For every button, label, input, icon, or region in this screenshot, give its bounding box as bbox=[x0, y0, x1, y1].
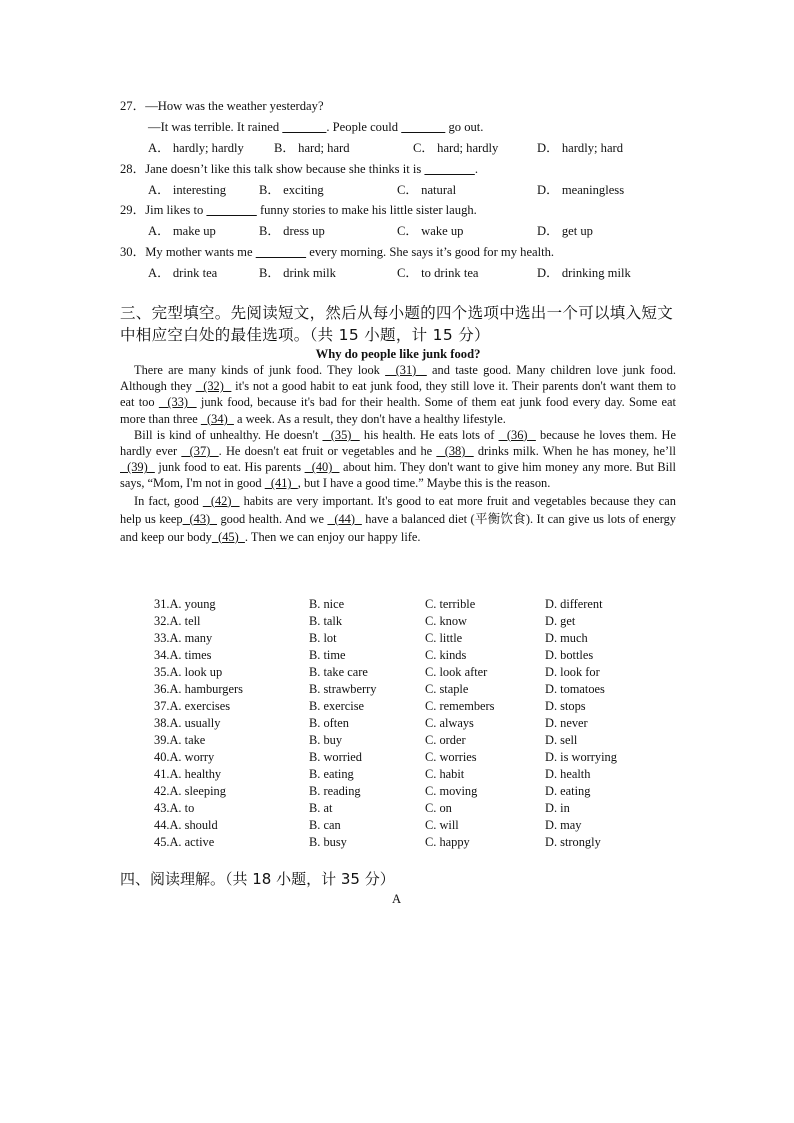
choice-option-d: D. get bbox=[545, 614, 576, 628]
choice-row bbox=[154, 732, 654, 749]
blank-36: (36) bbox=[498, 427, 536, 442]
choice-option-a: 41.A. healthy bbox=[154, 767, 222, 781]
blank-37: (37) bbox=[181, 444, 219, 459]
passage-paragraph-3 bbox=[120, 492, 676, 546]
choice-option-b: B. busy bbox=[309, 835, 347, 849]
passage-text: habits are very important. It's good to eat more fruit and vegetables because they can help us keep bbox=[120, 493, 676, 526]
choice-option-c: C. staple bbox=[425, 682, 469, 696]
blank-41: (41) bbox=[264, 476, 298, 491]
q30-text-a: 30．My mother wants me bbox=[120, 245, 256, 259]
q30-blank bbox=[256, 245, 306, 259]
choice-option-a: 45.A. active bbox=[154, 835, 215, 849]
choice-option-c: C. kinds bbox=[425, 648, 467, 662]
passage-text: junk food to eat. His parents bbox=[154, 460, 305, 475]
q27-blank-1 bbox=[282, 120, 326, 134]
choice-row bbox=[154, 664, 654, 681]
blank-39: (39) bbox=[120, 460, 155, 475]
choice-option-d: D. in bbox=[545, 801, 570, 815]
choice-option-c: C. will bbox=[425, 818, 459, 832]
choice-option-b: B. time bbox=[309, 648, 346, 662]
passage-text: There are many kinds of junk food. They look bbox=[134, 363, 386, 377]
section4-title: 四、阅读理解。（共 18 小题，计 35 分） bbox=[120, 870, 395, 888]
choice-row bbox=[154, 630, 654, 647]
blank-40: (40) bbox=[304, 460, 340, 475]
choice-option-b: B. talk bbox=[309, 614, 343, 628]
q27-text-c: go out. bbox=[445, 120, 484, 134]
q30-option-b: B． drink milk bbox=[259, 266, 336, 280]
choice-option-c: C. worries bbox=[425, 750, 477, 764]
choice-option-d: D. sell bbox=[545, 733, 578, 747]
choice-option-c: C. look after bbox=[425, 665, 488, 679]
q29-option-d: D． get up bbox=[537, 224, 593, 238]
choice-option-b: B. strawberry bbox=[309, 682, 377, 696]
q27-option-b: B． hard; hard bbox=[274, 141, 350, 155]
q27-blank-2 bbox=[401, 120, 445, 134]
choice-row bbox=[154, 681, 654, 698]
choice-option-d: D. stops bbox=[545, 699, 586, 713]
choice-option-c: C. remembers bbox=[425, 699, 495, 713]
passage-text: good health. And we bbox=[217, 511, 328, 526]
q27-option-d: D． hardly; hard bbox=[537, 141, 624, 155]
q30-option-c: C． to drink tea bbox=[397, 266, 479, 280]
choice-option-b: B. worried bbox=[309, 750, 362, 764]
choice-option-b: B. buy bbox=[309, 733, 343, 747]
q28-option-d: D． meaningless bbox=[537, 183, 625, 197]
q29-text-a: 29．Jim likes to bbox=[120, 203, 207, 217]
passage-paragraph-1 bbox=[120, 362, 676, 427]
choice-row bbox=[154, 749, 654, 766]
choices-grid bbox=[154, 596, 654, 851]
q29-option-a: A． make up bbox=[148, 224, 216, 238]
choice-option-a: 32.A. tell bbox=[154, 614, 201, 628]
choice-option-c: C. happy bbox=[425, 835, 470, 849]
choice-option-b: B. lot bbox=[309, 631, 337, 645]
blank-35: (35) bbox=[322, 427, 360, 442]
q30-option-d: D． drinking milk bbox=[537, 266, 631, 280]
choice-option-d: D. different bbox=[545, 597, 603, 611]
q28-option-b: B． exciting bbox=[259, 183, 324, 197]
choice-option-c: C. terrible bbox=[425, 597, 476, 611]
choice-option-c: C. on bbox=[425, 801, 452, 815]
choice-option-b: B. can bbox=[309, 818, 341, 832]
choice-option-b: B. eating bbox=[309, 767, 354, 781]
q28-text-a: 28．Jane doesn’t like this talk show because she thinks it is bbox=[120, 162, 425, 176]
choice-option-a: 31.A. young bbox=[154, 597, 216, 611]
choice-option-a: 43.A. to bbox=[154, 801, 195, 815]
passage bbox=[120, 362, 676, 546]
q27-text-a: —It was terrible. It rained bbox=[148, 120, 283, 134]
choice-option-d: D. bottles bbox=[545, 648, 594, 662]
q29-option-c: C． wake up bbox=[397, 224, 464, 238]
blank-34: (34) bbox=[200, 411, 234, 426]
q28-option-c: C． natural bbox=[397, 183, 457, 197]
choice-option-d: D. may bbox=[545, 818, 582, 832]
blank-42: (42) bbox=[202, 493, 240, 508]
choice-option-d: D. health bbox=[545, 767, 591, 781]
choice-option-c: C. order bbox=[425, 733, 466, 747]
choice-option-b: B. often bbox=[309, 716, 349, 730]
passage-text: In fact, good bbox=[134, 493, 203, 508]
choice-option-d: D. never bbox=[545, 716, 588, 730]
choice-option-b: B. nice bbox=[309, 597, 345, 611]
choice-row bbox=[154, 766, 654, 783]
choice-option-d: D. eating bbox=[545, 784, 591, 798]
choice-row bbox=[154, 834, 654, 851]
choice-option-a: 42.A. sleeping bbox=[154, 784, 226, 798]
choice-option-d: D. is worrying bbox=[545, 750, 617, 764]
q27-text-b: . People could bbox=[326, 120, 402, 134]
passage-text: drinks milk. When he has money, he’ll bbox=[473, 444, 676, 459]
choice-row bbox=[154, 783, 654, 800]
passage-text: it's not a good habit to eat junk food, they still love it. Their parents don't want them to eat too bbox=[120, 379, 676, 410]
q27-option-a: A． hardly; hardly bbox=[148, 141, 244, 155]
passage-text: and taste good. Many children love junk food. Although they bbox=[120, 363, 676, 394]
choice-option-a: 38.A. usually bbox=[154, 716, 221, 730]
passage-paragraph-2 bbox=[120, 427, 676, 492]
choice-option-a: 36.A. hamburgers bbox=[154, 682, 243, 696]
choice-option-c: C. habit bbox=[425, 767, 465, 781]
choice-option-a: 37.A. exercises bbox=[154, 699, 231, 713]
passage-a-label: A bbox=[392, 892, 402, 906]
choice-option-c: C. little bbox=[425, 631, 463, 645]
choice-option-c: C. moving bbox=[425, 784, 478, 798]
choice-row bbox=[154, 817, 654, 834]
choice-row bbox=[154, 800, 654, 817]
q28-option-a: A． interesting bbox=[148, 183, 226, 197]
passage-text: have a balanced diet (平衡饮食). It can give us lots of energy and keep our body bbox=[120, 511, 676, 544]
choice-row bbox=[154, 715, 654, 732]
q30-stem bbox=[120, 244, 554, 260]
q27-stem: 27．—How was the weather yesterday? bbox=[120, 99, 324, 113]
choice-option-a: 44.A. should bbox=[154, 818, 218, 832]
q29-option-b: B． dress up bbox=[259, 224, 325, 238]
choice-option-c: C. know bbox=[425, 614, 467, 628]
blank-32: (32) bbox=[195, 379, 232, 394]
passage-text: a week. As a result, they don't have a healthy lifestyle. bbox=[233, 411, 506, 426]
choice-row bbox=[154, 647, 654, 664]
passage-text: junk food, because it's bad for their health. Some of them eat junk food every day. Some eat more than three bbox=[120, 395, 676, 426]
passage-text: . Then we can enjoy our happy life. bbox=[244, 529, 421, 544]
passage-text: because he loves them. He hardly ever bbox=[120, 427, 676, 459]
choice-row bbox=[154, 698, 654, 715]
q27-option-c: C． hard; hardly bbox=[413, 141, 499, 155]
section3-title-line1: 三、完型填空。先阅读短文，然后从每小题的四个选项中选出一个可以填入短文 bbox=[120, 304, 674, 322]
choice-option-b: B. reading bbox=[309, 784, 361, 798]
blank-38: (38) bbox=[436, 444, 474, 459]
q29-text-b: funny stories to make his little sister laugh. bbox=[256, 203, 477, 217]
choice-option-a: 35.A. look up bbox=[154, 665, 223, 679]
blank-31: (31) bbox=[385, 363, 427, 377]
choice-option-a: 34.A. times bbox=[154, 648, 212, 662]
choice-option-d: D. strongly bbox=[545, 835, 601, 849]
q28-stem bbox=[120, 161, 478, 177]
choice-option-b: B. take care bbox=[309, 665, 368, 679]
blank-44: (44) bbox=[327, 511, 362, 526]
q29-stem bbox=[120, 202, 477, 218]
choice-option-b: B. at bbox=[309, 801, 333, 815]
q30-option-a: A． drink tea bbox=[148, 266, 218, 280]
choice-option-d: D. tomatoes bbox=[545, 682, 605, 696]
passage-text: , but I have a good time.” Maybe this is the reason. bbox=[297, 476, 551, 491]
passage-text: about him. They don't want to give him money any more. But Bill says, “Mom, I'm not in good bbox=[120, 460, 676, 491]
article-title: Why do people like junk food? bbox=[315, 347, 481, 361]
choice-option-b: B. exercise bbox=[309, 699, 365, 713]
blank-45: (45) bbox=[211, 529, 245, 544]
q28-text-b: . bbox=[474, 162, 478, 176]
choice-option-d: D. much bbox=[545, 631, 588, 645]
choice-option-c: C. always bbox=[425, 716, 474, 730]
section3-title-line2: 中相应空白处的最佳选项。（共 15 小题，计 15 分） bbox=[120, 326, 490, 344]
choice-row bbox=[154, 613, 654, 630]
passage-text: Bill is kind of unhealthy. He doesn't bbox=[134, 427, 323, 442]
passage-text: . He doesn't eat fruit or vegetables and he bbox=[218, 444, 437, 459]
q29-blank bbox=[206, 203, 256, 217]
q28-blank bbox=[424, 162, 474, 176]
q30-text-b: every morning. She says it’s good for my health. bbox=[306, 245, 555, 259]
blank-33: (33) bbox=[158, 395, 197, 410]
passage-text: his health. He eats lots of bbox=[359, 427, 499, 442]
q27-dialogue bbox=[148, 119, 483, 135]
choice-option-a: 39.A. take bbox=[154, 733, 206, 747]
choice-option-d: D. look for bbox=[545, 665, 600, 679]
blank-43: (43) bbox=[182, 511, 218, 526]
choice-option-a: 40.A. worry bbox=[154, 750, 215, 764]
choice-option-a: 33.A. many bbox=[154, 631, 213, 645]
choice-row bbox=[154, 596, 654, 613]
